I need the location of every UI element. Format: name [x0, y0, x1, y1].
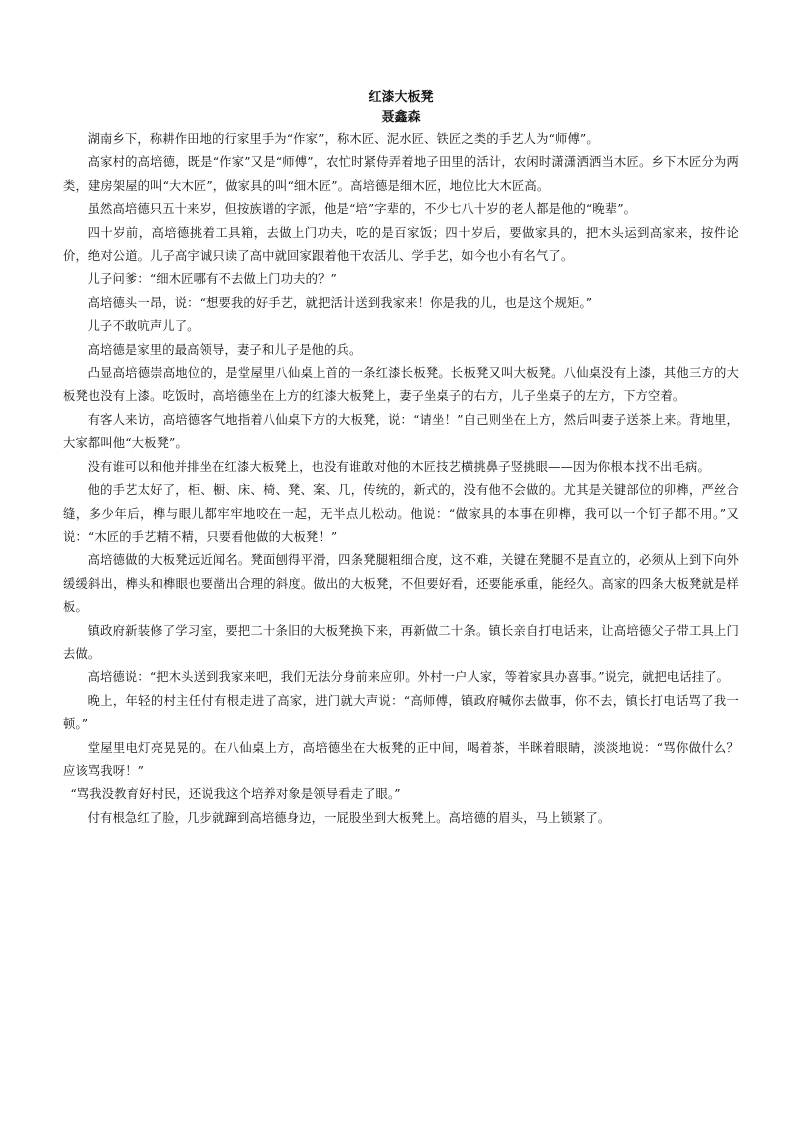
paragraph: 凸显高培德崇高地位的，是堂屋里八仙桌上首的一条红漆长板凳。长板凳又叫大板凳。八仙桌没有上漆，其他三方的大板凳也没有上漆。吃饭时，高培德坐在上方的红漆大板凳上，妻子坐桌子的右方，儿子坐桌子的左方，下方空着。 [63, 366, 739, 404]
paragraph: 虽然高培德只五十来岁，但按族谱的字派，他是“培”字辈的，不少七八十岁的老人都是他的“晚辈”。 [87, 202, 637, 217]
paragraph: 高家村的高培德，既是“作家”又是“师傅”，农忙时紧侍弄着地子田里的活计，农闲时潇潇洒洒当木匠。乡下木匠分为两类，建房架屋的叫“大木匠”，做家具的叫“细木匠”。高培德是细木匠，地位比大木匠高。 [63, 155, 739, 193]
paragraph: 高培德做的大板凳远近闻名。凳面刨得平滑，四条凳腿粗细合度，这不难，关键在凳腿不是直立的，必须从上到下向外缓缓斜出，榫头和榫眼也要凿出合理的斜度。做出的大板凳，不但要好看，还要能承重，能经久。高家的四条大板凳就是样板。 [63, 553, 739, 615]
paragraph: 堂屋里电灯亮晃晃的。在八仙桌上方，高培德坐在大板凳的正中间，喝着茶，半眯着眼睛，淡淡地说：“骂你做什么？应该骂我呀！” [63, 740, 739, 778]
paragraph: 高培德是家里的最高领导，妻子和儿子是他的兵。 [87, 342, 362, 357]
paragraph: 付有根急红了脸，几步就蹿到高培德身边，一屁股坐到大板凳上。高培德的眉头，马上锁紧了。 [87, 810, 611, 825]
paragraph: 儿子问爹：“细木匠哪有不去做上门功夫的？” [87, 272, 337, 287]
paragraph: 有客人来访，高培德客气地指着八仙桌下方的大板凳，说：“请坐！”自己则坐在上方，然后叫妻子送茶上来。背地里，大家都叫他“大板凳”。 [63, 412, 739, 451]
story-body [63, 128, 739, 830]
paragraph: “骂我没教育好村民，还说我这个培养对象是领导看走了眼。” [70, 787, 401, 802]
paragraph: 没有谁可以和他并排坐在红漆大板凳上，也没有谁敢对他的木匠技艺横挑鼻子竖挑眼——因为你根本找不出毛病。 [87, 459, 710, 474]
paragraph: 湖南乡下，称耕作田地的行家里手为“作家”，称木匠、泥水匠、铁匠之类的手艺人为“师傅”。 [87, 132, 599, 146]
paragraph: 四十岁前，高培德挑着工具箱，去做上门功夫，吃的是百家饭；四十岁后，要做家具的，把木头运到高家来，按件论价，绝对公道。儿子高宇诚只读了高中就回家跟着他干农活儿、学手艺，如今也小有名气了。 [63, 225, 739, 264]
document-page [63, 88, 739, 830]
paragraph: 他的手艺太好了，柜、橱、床、椅、凳、案、几，传统的，新式的，没有他不会做的。尤其是关键部位的卯榫，严丝合缝，多少年后，榫与眼儿都牢牢地咬在一起，无半点儿松动。他说：“做家具的本事在卯榫，我可以一个钉子都不用。”又说：“木匠的手艺精不精，只要看他做的大板凳！” [63, 483, 739, 544]
paragraph: 镇政府新装修了学习室，要把二十条旧的大板凳换下来，再新做二十条。镇长亲自打电话来，让高培德父子带工具上门去做。 [63, 623, 739, 661]
story-author: 聂鑫森 [381, 110, 421, 125]
paragraph: 高培德说：“把木头送到我家来吧，我们无法分身前来应卯。外村一户人家，等着家具办喜事。”说完，就把电话挂了。 [87, 670, 730, 685]
paragraph: 高培德头一昂，说：“想要我的好手艺，就把活计送到我家来！你是我的儿，也是这个规矩。” [87, 295, 593, 310]
paragraph: 晚上，年轻的村主任付有根走进了高家，进门就大声说：“高师傅，镇政府喊你去做事，你不去，镇长打电话骂了我一顿。” [63, 693, 739, 732]
paragraph: 儿子不敢吭声儿了。 [87, 319, 200, 334]
story-title: 红漆大板凳 [368, 90, 434, 105]
